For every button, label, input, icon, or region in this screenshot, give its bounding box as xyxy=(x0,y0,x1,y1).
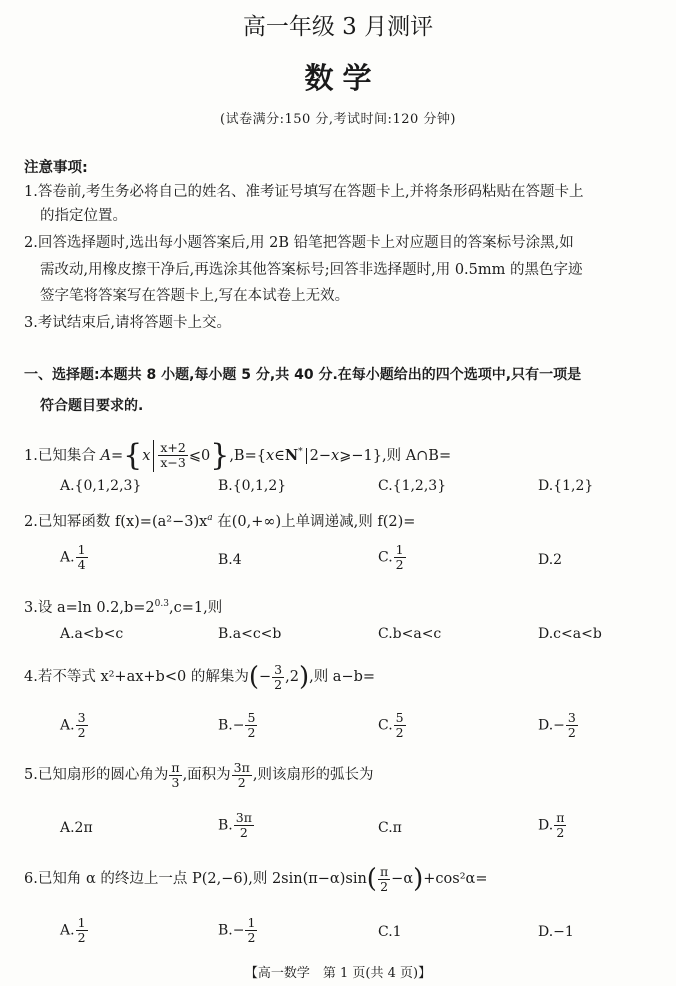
q1-intersection: A∩B= xyxy=(405,447,452,464)
q4-den: 2 xyxy=(274,676,283,692)
q4-option-b xyxy=(218,711,258,740)
q2-option-a xyxy=(60,543,89,572)
q1-le: ⩽0 xyxy=(188,447,211,464)
q4-rest: ,2 xyxy=(285,669,299,685)
q2-exp: a xyxy=(207,513,213,523)
q1-var: A xyxy=(100,447,111,464)
question-5 xyxy=(24,760,373,790)
q2-c-frac xyxy=(394,543,406,572)
q2-option-b: B.4 xyxy=(218,552,242,568)
q5-stem-2: ,则该扇形的弧长为 xyxy=(252,767,374,783)
q1-in: ∈ xyxy=(274,447,285,464)
q4-b-den: 2 xyxy=(247,725,256,740)
q4-rparen: ) xyxy=(298,662,310,692)
q5-d-label: D. xyxy=(538,817,554,834)
q4-b-num: 5 xyxy=(247,710,256,725)
subject-title xyxy=(0,56,676,97)
notice-line: 的指定位置。 xyxy=(40,208,127,224)
q4-stem: 4.若不等式 x²+ax+b<0 的解集为 xyxy=(24,669,249,685)
q1-option-c: C.{1,2,3} xyxy=(378,478,447,494)
q5-frac-2 xyxy=(232,761,252,790)
q1-eq: = xyxy=(110,447,124,464)
q1-option-b: B.{0,1,2} xyxy=(218,478,287,494)
q2-a-num: 1 xyxy=(77,542,86,557)
q4-a-num: 3 xyxy=(77,710,86,725)
q5-f1-den: 3 xyxy=(171,774,180,790)
q4-c-label: C. xyxy=(378,717,393,734)
q4-c-frac xyxy=(394,711,406,740)
q1-option-d: D.{1,2} xyxy=(538,478,594,494)
q1-star: * xyxy=(298,447,303,457)
q2-a-label: A. xyxy=(60,549,75,566)
q1-lbrace: { xyxy=(123,437,143,473)
q4-option-d xyxy=(538,711,579,740)
q4-d-label: D.− xyxy=(538,717,565,734)
q4-option-c xyxy=(378,711,407,740)
q5-d-num: π xyxy=(556,810,565,825)
q4-b-label: B.− xyxy=(218,717,245,734)
q1-fraction xyxy=(158,441,187,470)
q4-option-a xyxy=(60,711,89,740)
q4-d-den: 2 xyxy=(567,725,576,740)
q5-option-d xyxy=(538,811,567,840)
q6-b-frac xyxy=(245,916,257,945)
q1-var: x xyxy=(265,447,275,464)
q6-b-den: 2 xyxy=(247,930,256,945)
q6-rest: −α xyxy=(391,871,414,887)
q1-naturals: N xyxy=(284,446,299,464)
q6-rparen: ) xyxy=(413,864,424,894)
section-heading: 一、选择题:本题共 8 小题,每小题 5 分,共 40 分.在每小题给出的四个选项中,只有一项是 xyxy=(24,367,582,383)
q5-b-den: 2 xyxy=(239,825,248,840)
q6-a-num: 1 xyxy=(77,915,86,930)
q3-option-c: C.b<a<c xyxy=(378,626,442,642)
q1-set-b: ,B={ xyxy=(229,447,266,464)
q5-b-num: 3π xyxy=(235,810,252,825)
q2-option-d: D.2 xyxy=(538,552,563,568)
question-1 xyxy=(24,434,451,474)
q6-a-den: 2 xyxy=(77,930,86,945)
q6-a-label: A. xyxy=(60,922,75,939)
question-6 xyxy=(24,864,487,894)
q3-option-d: D.c<a<b xyxy=(538,626,602,642)
q4-a-den: 2 xyxy=(77,725,86,740)
q4-d-frac xyxy=(566,711,578,740)
q4-c-den: 2 xyxy=(395,725,404,740)
q4-a-label: A. xyxy=(60,717,75,734)
q5-b-label: B. xyxy=(218,817,233,834)
q5-f1-num: π xyxy=(171,759,180,775)
q6-option-b xyxy=(218,916,258,945)
q4-d-num: 3 xyxy=(567,710,576,725)
q2-c-num: 1 xyxy=(395,542,404,557)
q3-stem: 3.设 a=ln 0.2,b=2 xyxy=(24,599,155,616)
q2-stem-2: 在(0,+∞)上单调递减,则 f(2)= xyxy=(212,513,416,530)
q5-option-a: A.2π xyxy=(60,820,93,836)
q6-stem: 6.已知角 α 的终边上一点 P(2,−6),则 2sin(π−α)sin xyxy=(24,871,367,887)
q4-b-frac xyxy=(245,711,257,740)
q1-var: x xyxy=(142,447,151,464)
notice-line: 签字笔将答案写在答题卡上,写在本试卷上无效。 xyxy=(40,288,350,304)
q4-num: 3 xyxy=(274,661,283,677)
q4-c-num: 5 xyxy=(395,710,404,725)
q1-var: x xyxy=(331,447,340,464)
exam-title: 高一年级 3 月测评 xyxy=(242,14,434,40)
q5-mid: ,面积为 xyxy=(182,767,231,783)
q2-a-frac xyxy=(76,543,88,572)
notice-heading: 注意事项: xyxy=(24,160,88,176)
q5-d-frac xyxy=(554,811,566,840)
q1-option-a: A.{0,1,2,3} xyxy=(60,478,142,494)
q6-num: π xyxy=(379,863,389,879)
q2-c-den: 2 xyxy=(395,557,404,572)
q6-option-d: D.−1 xyxy=(538,924,574,940)
subject-char-1: 数 xyxy=(304,61,334,95)
q1-num: x+2 xyxy=(160,440,186,456)
q4-stem-2: ,则 a−b= xyxy=(309,669,376,685)
q6-stem-2: +cos²α= xyxy=(423,871,488,887)
q5-f2-den: 2 xyxy=(237,774,246,790)
q3-exp: 0.3 xyxy=(154,599,169,609)
q5-option-c: C.π xyxy=(378,820,402,836)
section-heading-cont: 符合题目要求的. xyxy=(40,398,144,414)
q4-a-frac xyxy=(76,711,88,740)
q1-rbrace: } xyxy=(210,437,230,473)
q1-cond: 2− xyxy=(309,447,332,464)
q5-frac-1 xyxy=(169,761,181,790)
q5-d-den: 2 xyxy=(556,825,565,840)
q6-lparen: ( xyxy=(366,864,377,894)
q6-b-label: B.− xyxy=(218,922,245,939)
q3-stem-2: ,c=1,则 xyxy=(168,599,223,616)
q2-stem: 2.已知幂函数 f(x)=(a²−3)x xyxy=(24,513,208,530)
notice-line: 3.考试结束后,请将答题卡上交。 xyxy=(24,315,231,331)
q4-minus: − xyxy=(258,669,272,685)
question-3 xyxy=(24,594,222,618)
score-info: (试卷满分:150 分,考试时间:120 分钟) xyxy=(220,112,456,127)
q5-option-b xyxy=(218,811,255,840)
q2-c-label: C. xyxy=(378,549,393,566)
q1-prefix: 1.已知集合 xyxy=(24,447,101,464)
q6-frac xyxy=(378,865,390,894)
q5-b-frac xyxy=(234,811,254,840)
q1-ge: ⩾−1},则 xyxy=(339,447,406,464)
notice-line: 需改动,用橡皮擦干净后,再选涂其他答案标号;回答非选择题时,用 0.5mm 的黑色字迹 xyxy=(40,262,583,278)
q6-option-a xyxy=(60,916,89,945)
q6-option-c: C.1 xyxy=(378,924,402,940)
q2-option-c xyxy=(378,543,407,572)
q3-option-a: A.a<b<c xyxy=(60,626,124,642)
question-4 xyxy=(24,662,375,692)
page-footer: 【高一数学 第 1 页(共 4 页)】 xyxy=(244,966,432,981)
q5-f2-num: 3π xyxy=(233,759,250,775)
q4-lparen: ( xyxy=(248,662,259,692)
q4-frac xyxy=(272,663,284,692)
question-2 xyxy=(24,508,415,532)
q5-stem: 5.已知扇形的圆心角为 xyxy=(24,767,169,783)
subject-char-2: 学 xyxy=(342,61,372,95)
notice-line: 2.回答选择题时,选出每小题答案后,用 2B 铅笔把答题卡上对应题目的答案标号涂黑,如 xyxy=(24,235,574,251)
q6-a-frac xyxy=(76,916,88,945)
notice-line: 1.答卷前,考生务必将自己的姓名、准考证号填写在答题卡上,并将条形码粘贴在答题卡上 xyxy=(24,184,584,200)
q1-den: x−3 xyxy=(160,455,186,471)
q1-bar xyxy=(153,440,154,472)
q6-b-num: 1 xyxy=(247,915,256,930)
q2-a-den: 4 xyxy=(77,557,86,572)
q1-bar2 xyxy=(306,448,307,464)
q3-option-b: B.a<c<b xyxy=(218,626,282,642)
q6-den: 2 xyxy=(380,878,389,894)
